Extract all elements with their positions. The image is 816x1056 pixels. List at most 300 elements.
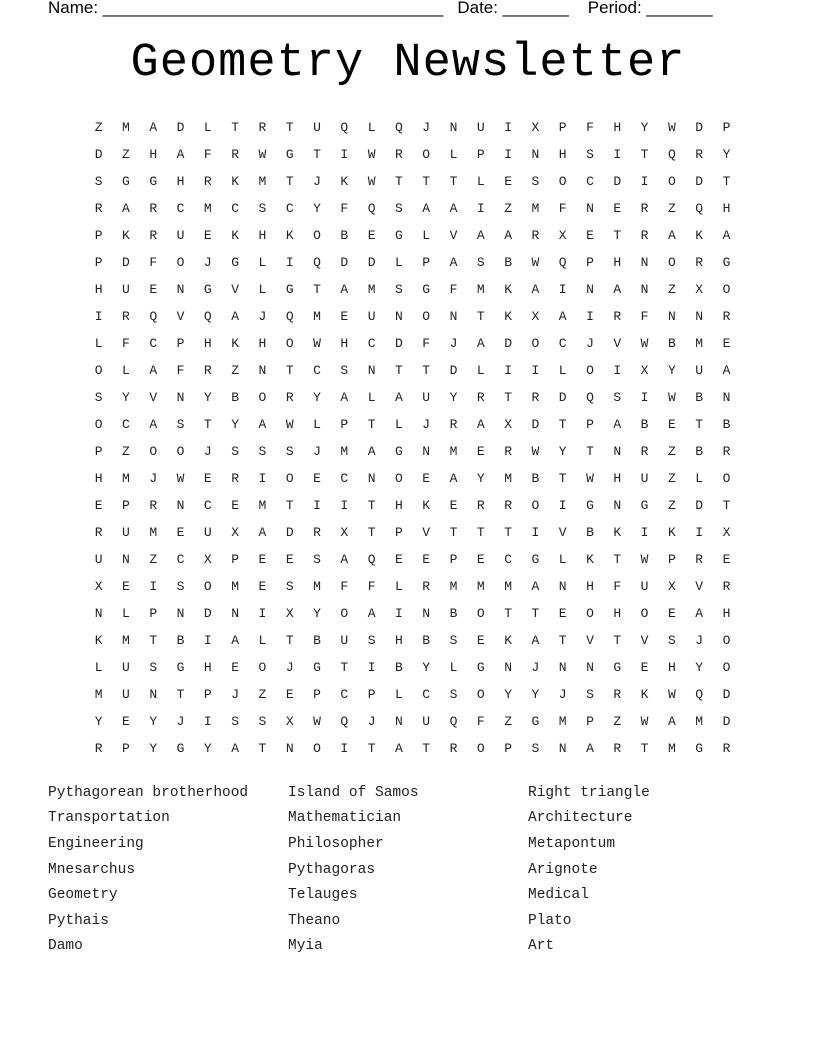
grid-letter[interactable]: Z <box>667 201 676 216</box>
grid-letter[interactable]: M <box>667 741 676 756</box>
grid-letter[interactable]: L <box>695 471 704 486</box>
grid-letter[interactable]: F <box>640 309 649 324</box>
grid-letter[interactable]: M <box>695 336 704 351</box>
grid-letter[interactable]: C <box>203 498 212 513</box>
grid-letter[interactable]: R <box>285 390 294 405</box>
grid-letter[interactable]: H <box>94 282 103 297</box>
grid-letter[interactable]: X <box>231 525 240 540</box>
grid-letter[interactable]: I <box>313 498 321 513</box>
grid-letter[interactable]: N <box>176 498 185 513</box>
grid-letter[interactable]: U <box>340 633 349 648</box>
grid-letter[interactable]: R <box>640 444 649 459</box>
grid-letter[interactable]: H <box>149 147 158 162</box>
grid-letter[interactable]: R <box>422 579 431 594</box>
grid-letter[interactable]: R <box>258 120 267 135</box>
grid-letter[interactable]: K <box>613 525 622 540</box>
grid-letter[interactable]: Q <box>149 309 158 324</box>
grid-letter[interactable]: J <box>258 309 267 324</box>
grid-letter[interactable]: D <box>395 336 403 351</box>
grid-letter[interactable]: M <box>367 282 376 297</box>
grid-letter[interactable]: L <box>449 660 458 675</box>
grid-letter[interactable]: A <box>613 417 622 432</box>
grid-letter[interactable]: A <box>231 633 240 648</box>
grid-letter[interactable]: Q <box>558 255 567 270</box>
grid-letter[interactable]: A <box>558 309 567 324</box>
grid-letter[interactable]: V <box>640 633 649 648</box>
grid-letter[interactable]: G <box>285 282 294 297</box>
grid-letter[interactable]: A <box>176 147 185 162</box>
grid-letter[interactable]: N <box>422 444 431 459</box>
grid-letter[interactable]: E <box>313 471 321 486</box>
grid-letter[interactable]: G <box>531 714 540 729</box>
grid-letter[interactable]: W <box>313 714 321 729</box>
grid-letter[interactable]: E <box>422 552 431 567</box>
grid-letter[interactable]: E <box>722 336 731 351</box>
grid-letter[interactable]: M <box>476 579 485 594</box>
grid-letter[interactable]: P <box>449 552 458 567</box>
grid-letter[interactable]: L <box>258 255 267 270</box>
grid-letter[interactable]: M <box>504 471 512 486</box>
grid-letter[interactable]: T <box>640 147 649 162</box>
grid-letter[interactable]: A <box>449 201 458 216</box>
grid-letter[interactable]: B <box>231 390 240 405</box>
grid-letter[interactable]: M <box>149 525 158 540</box>
grid-letter[interactable]: U <box>422 714 431 729</box>
grid-letter[interactable]: H <box>722 201 731 216</box>
grid-letter[interactable]: G <box>640 498 649 513</box>
grid-letter[interactable]: T <box>476 309 485 324</box>
grid-letter[interactable]: S <box>258 714 267 729</box>
grid-letter[interactable]: U <box>122 687 130 702</box>
grid-letter[interactable]: J <box>231 687 240 702</box>
grid-letter[interactable]: O <box>476 606 485 621</box>
grid-letter[interactable]: Z <box>258 687 267 702</box>
grid-letter[interactable]: W <box>667 390 676 405</box>
grid-letter[interactable]: K <box>504 633 512 648</box>
grid-letter[interactable]: P <box>367 687 376 702</box>
grid-letter[interactable]: Y <box>94 714 103 729</box>
grid-letter[interactable]: T <box>313 282 321 297</box>
grid-letter[interactable]: L <box>395 255 403 270</box>
grid-letter[interactable]: I <box>203 714 212 729</box>
grid-letter[interactable]: R <box>395 147 403 162</box>
grid-letter[interactable]: Z <box>667 498 676 513</box>
grid-letter[interactable]: G <box>149 174 158 189</box>
grid-letter[interactable]: J <box>531 660 540 675</box>
grid-letter[interactable]: N <box>558 660 567 675</box>
grid-letter[interactable]: D <box>203 606 212 621</box>
grid-letter[interactable]: R <box>203 363 212 378</box>
grid-letter[interactable]: P <box>558 120 567 135</box>
grid-letter[interactable]: U <box>94 552 103 567</box>
grid-letter[interactable]: F <box>422 336 431 351</box>
grid-letter[interactable]: F <box>558 201 567 216</box>
grid-letter[interactable]: O <box>586 606 594 621</box>
grid-letter[interactable]: J <box>586 336 594 351</box>
grid-letter[interactable]: X <box>667 579 676 594</box>
grid-letter[interactable]: M <box>558 714 567 729</box>
grid-letter[interactable]: L <box>94 336 103 351</box>
grid-letter[interactable]: B <box>504 255 512 270</box>
grid-letter[interactable]: H <box>613 120 622 135</box>
grid-letter[interactable]: I <box>504 120 512 135</box>
grid-letter[interactable]: H <box>667 660 676 675</box>
grid-letter[interactable]: D <box>504 336 512 351</box>
grid-letter[interactable]: H <box>176 174 185 189</box>
grid-letter[interactable]: E <box>476 444 485 459</box>
grid-letter[interactable]: G <box>395 228 403 243</box>
grid-letter[interactable]: C <box>558 336 567 351</box>
grid-letter[interactable]: U <box>640 579 649 594</box>
grid-letter[interactable]: R <box>94 201 103 216</box>
grid-letter[interactable]: C <box>285 201 294 216</box>
grid-letter[interactable]: A <box>367 606 376 621</box>
grid-letter[interactable]: E <box>258 579 267 594</box>
grid-letter[interactable]: S <box>94 390 103 405</box>
grid-letter[interactable]: N <box>586 660 594 675</box>
grid-letter[interactable]: N <box>258 363 267 378</box>
grid-letter[interactable]: T <box>640 741 649 756</box>
grid-letter[interactable]: C <box>422 687 431 702</box>
grid-letter[interactable]: A <box>531 633 540 648</box>
grid-letter[interactable]: C <box>231 201 240 216</box>
grid-letter[interactable]: A <box>531 579 540 594</box>
grid-letter[interactable]: X <box>722 525 731 540</box>
grid-letter[interactable]: Y <box>203 390 212 405</box>
grid-letter[interactable]: I <box>340 741 349 756</box>
grid-letter[interactable]: M <box>122 120 130 135</box>
grid-letter[interactable]: N <box>613 444 622 459</box>
grid-letter[interactable]: X <box>558 228 567 243</box>
grid-letter[interactable]: E <box>586 228 594 243</box>
grid-letter[interactable]: O <box>285 336 294 351</box>
grid-letter[interactable]: M <box>203 201 212 216</box>
grid-letter[interactable]: O <box>640 606 649 621</box>
grid-letter[interactable]: N <box>449 309 458 324</box>
grid-letter[interactable]: P <box>149 606 158 621</box>
grid-letter[interactable]: N <box>395 714 403 729</box>
grid-letter[interactable]: H <box>613 255 622 270</box>
grid-letter[interactable]: U <box>476 120 485 135</box>
grid-letter[interactable]: S <box>231 444 240 459</box>
grid-letter[interactable]: S <box>449 633 458 648</box>
grid-letter[interactable]: M <box>449 579 458 594</box>
grid-letter[interactable]: I <box>203 633 212 648</box>
grid-letter[interactable]: J <box>449 336 458 351</box>
grid-letter[interactable]: L <box>449 147 458 162</box>
grid-letter[interactable]: D <box>613 174 622 189</box>
grid-letter[interactable]: W <box>640 552 649 567</box>
grid-letter[interactable]: W <box>531 255 540 270</box>
grid-letter[interactable]: Q <box>313 255 321 270</box>
grid-letter[interactable]: L <box>367 120 376 135</box>
grid-letter[interactable]: R <box>231 471 240 486</box>
grid-letter[interactable]: E <box>449 498 458 513</box>
grid-letter[interactable]: I <box>285 255 294 270</box>
grid-letter[interactable]: K <box>285 228 294 243</box>
grid-letter[interactable]: F <box>203 147 212 162</box>
grid-letter[interactable]: N <box>422 606 431 621</box>
grid-letter[interactable]: G <box>313 660 321 675</box>
grid-letter[interactable]: H <box>203 660 212 675</box>
grid-letter[interactable]: S <box>613 390 622 405</box>
grid-letter[interactable]: E <box>258 552 267 567</box>
grid-letter[interactable]: N <box>695 309 704 324</box>
grid-letter[interactable]: T <box>613 633 622 648</box>
grid-letter[interactable]: I <box>94 309 103 324</box>
grid-letter[interactable]: U <box>203 525 212 540</box>
grid-letter[interactable]: E <box>176 525 185 540</box>
grid-letter[interactable]: M <box>258 174 267 189</box>
grid-letter[interactable]: X <box>504 417 512 432</box>
grid-letter[interactable]: T <box>476 525 485 540</box>
grid-letter[interactable]: A <box>422 201 431 216</box>
grid-letter[interactable]: U <box>367 309 376 324</box>
grid-letter[interactable]: W <box>667 120 676 135</box>
grid-letter[interactable]: K <box>422 498 431 513</box>
grid-letter[interactable]: Q <box>367 201 376 216</box>
grid-letter[interactable]: K <box>231 336 240 351</box>
grid-letter[interactable]: X <box>340 525 349 540</box>
grid-letter[interactable]: R <box>94 741 103 756</box>
grid-letter[interactable]: W <box>640 336 649 351</box>
grid-letter[interactable]: Z <box>122 147 130 162</box>
grid-letter[interactable]: M <box>122 471 130 486</box>
grid-letter[interactable]: O <box>285 471 294 486</box>
grid-letter[interactable]: L <box>476 363 485 378</box>
grid-letter[interactable]: G <box>176 741 185 756</box>
grid-letter[interactable]: W <box>258 147 267 162</box>
grid-letter[interactable]: E <box>94 498 103 513</box>
grid-letter[interactable]: Y <box>313 201 321 216</box>
grid-letter[interactable]: Y <box>531 687 540 702</box>
grid-letter[interactable]: I <box>613 147 622 162</box>
grid-letter[interactable]: K <box>504 282 512 297</box>
grid-letter[interactable]: O <box>531 498 540 513</box>
grid-letter[interactable]: D <box>722 714 731 729</box>
grid-letter[interactable]: G <box>122 174 130 189</box>
grid-letter[interactable]: S <box>285 579 294 594</box>
grid-letter[interactable]: I <box>640 174 649 189</box>
grid-letter[interactable]: L <box>258 633 267 648</box>
grid-letter[interactable]: Y <box>203 741 212 756</box>
grid-letter[interactable]: T <box>149 633 158 648</box>
grid-letter[interactable]: Q <box>449 714 458 729</box>
grid-letter[interactable]: I <box>531 363 540 378</box>
grid-letter[interactable]: E <box>504 174 512 189</box>
grid-letter[interactable]: M <box>313 309 321 324</box>
grid-letter[interactable]: L <box>422 228 431 243</box>
grid-letter[interactable]: J <box>422 120 431 135</box>
grid-letter[interactable]: Q <box>285 309 294 324</box>
grid-letter[interactable]: F <box>340 579 349 594</box>
grid-letter[interactable]: N <box>176 390 185 405</box>
grid-letter[interactable]: J <box>313 174 321 189</box>
grid-letter[interactable]: N <box>531 147 540 162</box>
grid-letter[interactable]: A <box>722 363 731 378</box>
grid-letter[interactable]: H <box>613 606 622 621</box>
grid-letter[interactable]: J <box>367 714 376 729</box>
grid-letter[interactable]: M <box>504 579 512 594</box>
grid-letter[interactable]: B <box>640 417 649 432</box>
grid-letter[interactable]: E <box>203 228 212 243</box>
grid-letter[interactable]: K <box>640 687 649 702</box>
grid-letter[interactable]: E <box>231 498 240 513</box>
grid-letter[interactable]: T <box>586 444 594 459</box>
grid-letter[interactable]: I <box>531 525 540 540</box>
grid-letter[interactable]: H <box>722 606 731 621</box>
grid-letter[interactable]: J <box>313 444 321 459</box>
grid-letter[interactable]: O <box>176 444 185 459</box>
grid-letter[interactable]: I <box>476 201 485 216</box>
grid-letter[interactable]: I <box>695 525 704 540</box>
grid-letter[interactable]: C <box>504 552 512 567</box>
grid-letter[interactable]: W <box>176 471 185 486</box>
grid-letter[interactable]: R <box>149 228 158 243</box>
grid-letter[interactable]: I <box>367 660 376 675</box>
grid-letter[interactable]: J <box>149 471 158 486</box>
grid-letter[interactable]: Z <box>504 714 512 729</box>
grid-letter[interactable]: E <box>640 660 649 675</box>
grid-letter[interactable]: Z <box>667 444 676 459</box>
grid-letter[interactable]: H <box>586 579 594 594</box>
grid-letter[interactable]: E <box>667 417 676 432</box>
grid-letter[interactable]: J <box>203 444 212 459</box>
grid-letter[interactable]: X <box>94 579 103 594</box>
grid-letter[interactable]: N <box>449 120 458 135</box>
grid-letter[interactable]: P <box>231 552 240 567</box>
grid-letter[interactable]: M <box>258 498 267 513</box>
grid-letter[interactable]: F <box>340 201 349 216</box>
grid-letter[interactable]: Q <box>695 201 704 216</box>
grid-letter[interactable]: D <box>695 120 704 135</box>
grid-letter[interactable]: E <box>395 552 403 567</box>
grid-letter[interactable]: L <box>367 390 376 405</box>
grid-letter[interactable]: S <box>531 741 540 756</box>
grid-letter[interactable]: R <box>640 228 649 243</box>
grid-letter[interactable]: E <box>476 552 485 567</box>
grid-letter[interactable]: G <box>695 741 704 756</box>
grid-letter[interactable]: F <box>122 336 130 351</box>
grid-letter[interactable]: Y <box>449 390 458 405</box>
grid-letter[interactable]: N <box>176 606 185 621</box>
grid-letter[interactable]: K <box>231 228 240 243</box>
grid-letter[interactable]: O <box>476 687 485 702</box>
grid-letter[interactable]: L <box>395 579 403 594</box>
grid-letter[interactable]: B <box>340 228 349 243</box>
grid-letter[interactable]: S <box>313 552 321 567</box>
grid-letter[interactable]: S <box>586 687 594 702</box>
grid-letter[interactable]: V <box>149 390 158 405</box>
grid-letter[interactable]: S <box>176 579 185 594</box>
grid-letter[interactable]: K <box>667 525 676 540</box>
grid-letter[interactable]: W <box>367 147 376 162</box>
grid-letter[interactable]: T <box>504 606 512 621</box>
grid-letter[interactable]: Y <box>667 363 676 378</box>
grid-letter[interactable]: D <box>176 120 185 135</box>
grid-letter[interactable]: B <box>395 660 403 675</box>
grid-letter[interactable]: R <box>695 552 704 567</box>
grid-letter[interactable]: P <box>176 336 185 351</box>
grid-letter[interactable]: U <box>640 471 649 486</box>
grid-letter[interactable]: F <box>586 120 594 135</box>
grid-letter[interactable]: A <box>395 741 403 756</box>
grid-letter[interactable]: U <box>176 228 185 243</box>
grid-letter[interactable]: P <box>422 255 431 270</box>
grid-letter[interactable]: C <box>340 471 349 486</box>
grid-letter[interactable]: T <box>285 363 294 378</box>
grid-letter[interactable]: O <box>149 444 158 459</box>
grid-letter[interactable]: H <box>94 471 103 486</box>
grid-letter[interactable]: M <box>476 282 485 297</box>
grid-letter[interactable]: N <box>640 255 649 270</box>
grid-letter[interactable]: N <box>395 309 403 324</box>
grid-letter[interactable]: E <box>203 471 212 486</box>
grid-letter[interactable]: H <box>340 336 349 351</box>
grid-letter[interactable]: C <box>122 417 130 432</box>
grid-letter[interactable]: I <box>586 309 594 324</box>
grid-letter[interactable]: A <box>449 471 458 486</box>
grid-letter[interactable]: G <box>285 147 294 162</box>
grid-letter[interactable]: Z <box>149 552 158 567</box>
grid-letter[interactable]: N <box>722 390 731 405</box>
grid-letter[interactable]: T <box>504 525 512 540</box>
grid-letter[interactable]: D <box>449 363 458 378</box>
grid-letter[interactable]: G <box>531 552 540 567</box>
grid-letter[interactable]: U <box>122 525 130 540</box>
grid-letter[interactable]: O <box>722 282 731 297</box>
grid-letter[interactable]: N <box>613 498 622 513</box>
grid-letter[interactable]: Y <box>231 417 240 432</box>
grid-letter[interactable]: M <box>695 714 704 729</box>
grid-letter[interactable]: O <box>258 390 267 405</box>
grid-letter[interactable]: N <box>149 687 158 702</box>
grid-letter[interactable]: J <box>285 660 294 675</box>
grid-letter[interactable]: W <box>313 336 321 351</box>
grid-letter[interactable]: O <box>258 660 267 675</box>
period-field[interactable]: Period: _______ <box>587 0 713 17</box>
grid-letter[interactable]: F <box>149 255 158 270</box>
grid-letter[interactable]: L <box>313 417 321 432</box>
grid-letter[interactable]: A <box>122 201 130 216</box>
grid-letter[interactable]: E <box>367 228 376 243</box>
grid-letter[interactable]: V <box>613 336 622 351</box>
grid-letter[interactable]: R <box>122 309 130 324</box>
grid-letter[interactable]: N <box>586 201 594 216</box>
grid-letter[interactable]: P <box>667 552 676 567</box>
grid-letter[interactable]: A <box>722 228 731 243</box>
grid-letter[interactable]: N <box>367 363 376 378</box>
grid-letter[interactable]: A <box>149 120 158 135</box>
grid-letter[interactable]: T <box>558 417 567 432</box>
grid-letter[interactable]: R <box>613 741 622 756</box>
grid-letter[interactable]: R <box>504 444 512 459</box>
grid-letter[interactable]: P <box>122 741 130 756</box>
grid-letter[interactable]: Z <box>122 444 130 459</box>
grid-letter[interactable]: A <box>586 741 594 756</box>
grid-letter[interactable]: P <box>203 687 212 702</box>
grid-letter[interactable]: R <box>722 309 731 324</box>
grid-letter[interactable]: T <box>422 741 431 756</box>
grid-letter[interactable]: T <box>285 633 294 648</box>
grid-letter[interactable]: Q <box>340 714 349 729</box>
grid-letter[interactable]: H <box>395 498 403 513</box>
grid-letter[interactable]: L <box>395 687 403 702</box>
grid-letter[interactable]: I <box>340 498 349 513</box>
grid-letter[interactable]: U <box>695 363 704 378</box>
grid-letter[interactable]: T <box>395 174 403 189</box>
grid-letter[interactable]: F <box>449 282 458 297</box>
